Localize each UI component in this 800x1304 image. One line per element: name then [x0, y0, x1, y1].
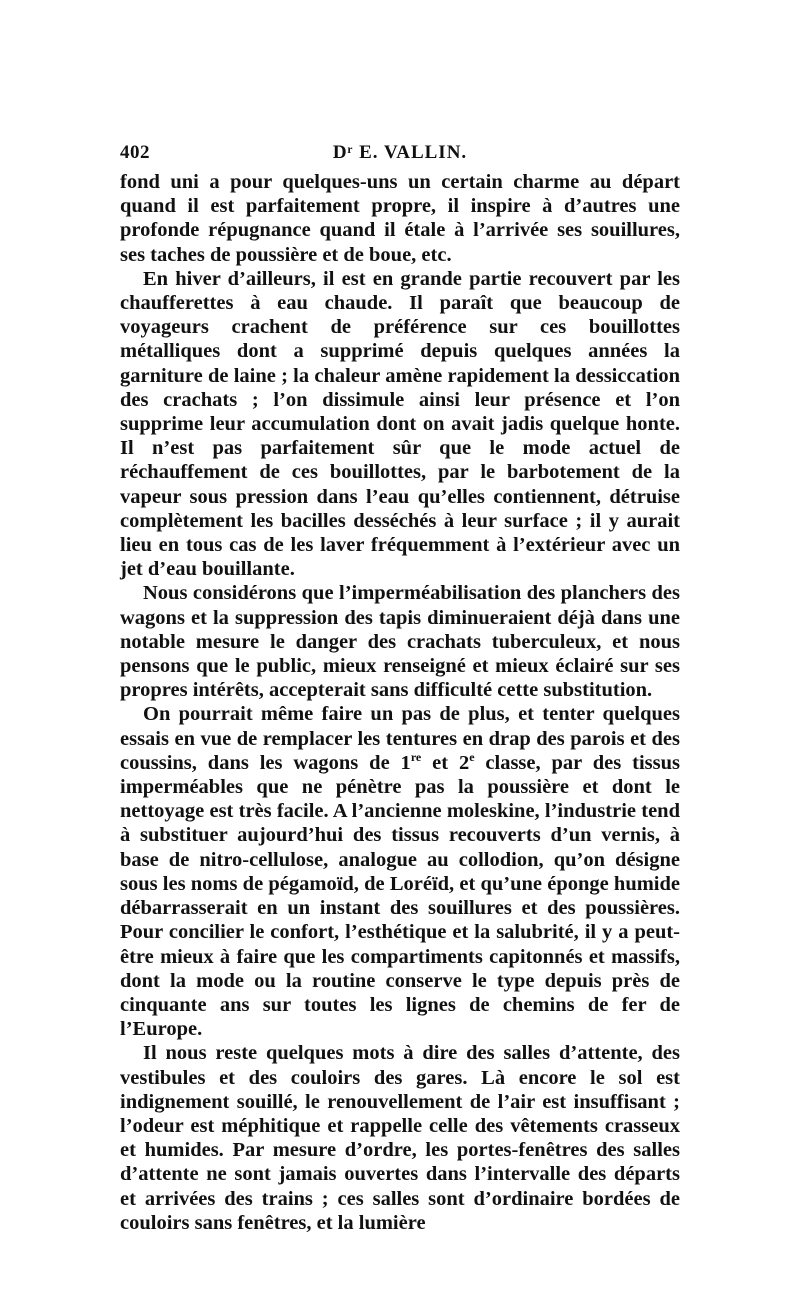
- paragraph-4-text-before: On pourrait même faire un pas de plus, et tenter quelques essais en vue de remplacer les tentures en drap des parois et des coussins, dans les wagons de 1: [120, 703, 680, 774]
- paragraph-4-text-middle: et 2: [421, 751, 470, 774]
- ordinal-superscript-second: e: [469, 750, 475, 765]
- paragraph-3: Nous considérons que l’imperméabilisation des planchers des wagons et la suppression des tapis diminueraient déjà dans une notable mesure le danger des crachats tuberculeux, et nous pensons que le public, mieux renseigné et mieux éclairé sur ses propres intérêts, accepterait sans difficulté cette substitution.: [120, 582, 680, 702]
- page-number: 402: [120, 142, 150, 163]
- paragraph-4: [120, 702, 680, 1041]
- paragraph-5: Il nous reste quelques mots à dire des salles d’attente, des vestibules et des couloirs des gares. Là encore le sol est indignement souillé, le renouvellement de l’air est insuffisant ; l’odeur est méphitique et rappelle celle des vêtements crasseux et humides. Par mesure d’ordre, les portes-fenêtres des salles d’attente ne sont jamais ouvertes dans l’intervalle des départs et arrivées des trains ; ces salles sont d’ordinaire bordées de couloirs sans fenêtres, et la lumière: [120, 1042, 680, 1234]
- paragraph-2: En hiver d’ailleurs, il est en grande partie recouvert par les chaufferettes à eau chaude. Il paraît que beaucoup de voyageurs crachent de préférence sur ces bouillottes métalliques dont a supprimé depuis quelques années la garniture de laine ; la chaleur amène rapidement la dessiccation des crachats ; l’on dissimule ainsi leur présence et l’on supprime leur accumulation dont on avait jadis quelque honte. Il n’est pas parfaitement sûr que le mode actuel de réchauffement de ces bouillottes, par le barbotement de la vapeur sous pression dans l’eau qu’elles contiennent, détruise complètement les bacilles desséchés à leur surface ; il y aurait lieu en tous cas de les laver fréquemment à l’extérieur avec un jet d’eau bouillante.: [120, 267, 680, 581]
- paragraph-4-text-after: classe, par des tissus imperméables que ne pénètre pas la poussière et dont le nettoyage est très facile. A l’ancienne moleskine, l’industrie tend à substituer aujourd’hui des tissus recouverts d’un vernis, à base de nitro-cellulose, analogue au collodion, qu’on désigne sous les noms de pégamoïd, de Loréïd, et qu’une éponge humide débarrasserait en un instant des souillures et des poussières. Pour concilier le confort, l’esthétique et la salubrité, il y a peut-être mieux à faire que les compartiments capitonnés et massifs, dont la mode ou la routine conserve le type depuis près de cinquante ans sur toutes les lignes de chemins de fer de l’Europe.: [120, 751, 680, 1041]
- header-title: Dʳ E. VALLIN.: [332, 142, 468, 163]
- ordinal-superscript-first: re: [410, 750, 422, 765]
- running-head: [120, 142, 680, 168]
- body-text: [120, 170, 680, 1235]
- paragraph-1: fond uni a pour quelques-uns un certain charme au départ quand il est parfaitement propre, il inspire à d’autres une profonde répugnance quand il étale à l’arrivée ses souillures, ses taches de poussière et de boue, etc.: [120, 171, 680, 266]
